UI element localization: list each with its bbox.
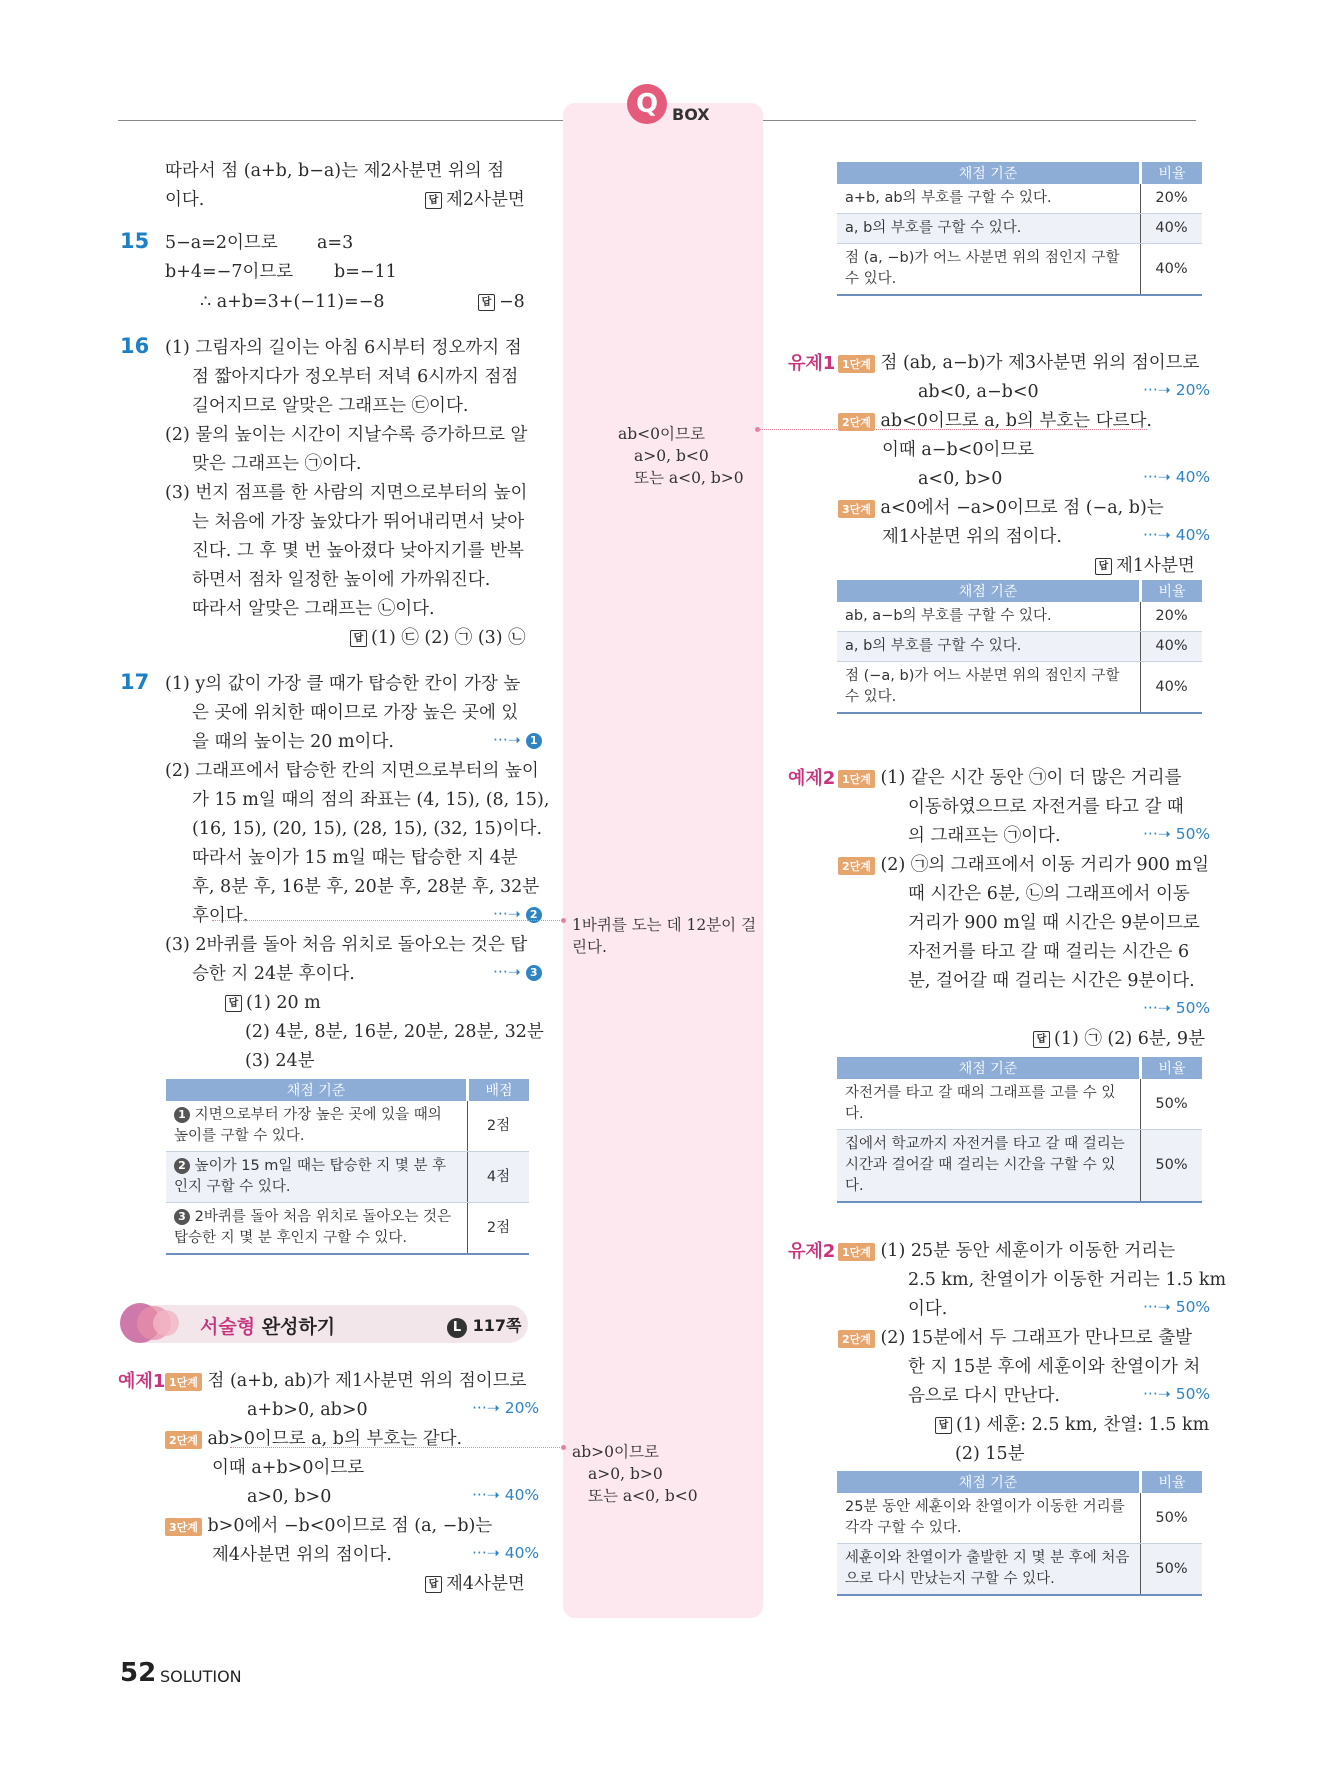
ex1-line-4: 이때 a+b>0이므로 bbox=[212, 1458, 365, 1478]
ex2-line-7: 자전거를 타고 갈 때 걸리는 시간은 6 bbox=[908, 942, 1190, 962]
p15-answer bbox=[478, 288, 525, 317]
table-row: 1 지면으로부터 가장 높은 곳에 있을 때의 높이를 구할 수 있다. 2점 bbox=[166, 1101, 529, 1152]
ex2-line-8: 분, 걸어갈 때 걸리는 시간은 9분이다. bbox=[908, 971, 1195, 991]
arrow-dots-icon: ···➝ bbox=[1143, 468, 1176, 486]
y1-line-3: ab<0이므로 a, b의 부호는 다르다. bbox=[880, 411, 1152, 431]
exercise-1-label: 유제1 bbox=[788, 353, 836, 374]
step-3-tag: 3단계 bbox=[165, 1518, 202, 1536]
problem-17-number: 17 bbox=[120, 670, 150, 694]
ex2-line-2: 이동하였으므로 자전거를 타고 갈 때 bbox=[908, 797, 1184, 817]
intro-line-1: 따라서 점 (a+b, b−a)는 제2사분면 위의 점 bbox=[165, 161, 505, 181]
y1-line-4: 이때 a−b<0이므로 bbox=[882, 440, 1035, 460]
p15-line-3: ∴ a+b=3+(−11)=−8 bbox=[200, 292, 385, 312]
connector-line bbox=[230, 1447, 564, 1448]
page-number: 52 bbox=[120, 1658, 157, 1688]
connector-dot bbox=[755, 427, 760, 432]
scoring-table-17 bbox=[166, 1079, 529, 1255]
intro-line-2: 이다. bbox=[165, 190, 205, 210]
table-row: 자전거를 타고 갈 때의 그래프를 고를 수 있다. 50% bbox=[837, 1079, 1202, 1130]
header-criteria: 채점 기준 bbox=[837, 1471, 1141, 1493]
table-row: a+b, ab의 부호를 구할 수 있다. 20% bbox=[837, 184, 1202, 214]
ex1-line-3: ab>0이므로 a, b의 부호는 같다. bbox=[207, 1429, 463, 1449]
banner-title: 서술형 완성하기 bbox=[200, 1316, 336, 1338]
p17-line: (1) y의 값이 가장 클 때가 탑승한 칸이 가장 높 bbox=[165, 674, 521, 694]
y2-line-4: (2) 15분에서 두 그래프가 만나므로 출발 bbox=[880, 1328, 1193, 1348]
y1-line-2: ab<0, a−b<0 bbox=[918, 382, 1039, 402]
page-ref-icon: L bbox=[447, 1318, 467, 1338]
p16-line: 는 처음에 가장 높았다가 뛰어내리면서 낮아 bbox=[192, 512, 525, 532]
step-2-tag: 2단계 bbox=[165, 1431, 202, 1449]
y2-line-5: 한 지 15분 후에 세훈이와 찬열이가 처 bbox=[908, 1357, 1201, 1377]
p17-line: 가 15 m일 때의 점의 좌표는 (4, 15), (8, 15), bbox=[192, 790, 550, 810]
connector-dot bbox=[561, 1445, 566, 1450]
table-row: 점 (−a, b)가 어느 사분면 위의 점인지 구할 수 있다. 40% bbox=[837, 662, 1202, 714]
scoring-table-ex1 bbox=[837, 162, 1202, 296]
p16-line: (1) 그림자의 길이는 아침 6시부터 정오까지 점 bbox=[165, 338, 522, 358]
scoring-table-ex2 bbox=[837, 1057, 1202, 1203]
answer-box-icon: 답 bbox=[1033, 1031, 1050, 1048]
p17-line: (2) 그래프에서 탑승한 칸의 지면으로부터의 높이 bbox=[165, 761, 539, 781]
table-row: a, b의 부호를 구할 수 있다. 40% bbox=[837, 214, 1202, 244]
p16-line: 하면서 점차 일정한 높이에 가까워진다. bbox=[192, 570, 491, 590]
p17-line: (16, 15), (20, 15), (28, 15), (32, 15)이다. bbox=[192, 819, 543, 839]
header-points: 배점 bbox=[468, 1079, 530, 1101]
answer-box-icon: 답 bbox=[478, 294, 495, 311]
p16-line: 맞은 그래프는 ㉠이다. bbox=[192, 454, 362, 474]
ex1-answer: 답 제4사분면 bbox=[425, 1570, 525, 1599]
p15-line-1b: a=3 bbox=[317, 233, 354, 253]
y2-line-2: 2.5 km, 찬열이가 이동한 거리는 1.5 km bbox=[908, 1270, 1227, 1290]
banner-page-ref: L 117쪽 bbox=[447, 1313, 521, 1338]
header-criteria: 채점 기준 bbox=[837, 580, 1141, 602]
arrow-dots-icon: ···➝ bbox=[1143, 381, 1176, 399]
y2-answer-1: 답 (1) 세훈: 2.5 km, 찬열: 1.5 km bbox=[935, 1411, 1209, 1440]
p17-line: 따라서 높이가 15 m일 때는 탑승한 지 4분 bbox=[192, 848, 518, 868]
header-ratio: 비율 bbox=[1141, 1471, 1203, 1493]
ex1-line-2: a+b>0, ab>0 bbox=[247, 1400, 368, 1420]
answer-box-icon: 답 bbox=[935, 1417, 952, 1434]
table-row: 세훈이와 찬열이가 출발한 지 몇 분 후에 처음으로 다시 만났는지 구할 수 있다. 50% bbox=[837, 1544, 1202, 1596]
y2-percent-2: ···➝ 50% bbox=[1143, 1385, 1211, 1403]
arrow-dots-icon: ···➝ bbox=[1143, 825, 1176, 843]
step-1-tag: 1단계 bbox=[838, 770, 875, 788]
qbox-note-1: ab<0이므로 a>0, b<0 또는 a<0, b>0 bbox=[618, 425, 744, 487]
p17-line: 후, 8분 후, 16분 후, 20분 후, 28분 후, 32분 bbox=[192, 877, 540, 897]
qbox-column bbox=[563, 103, 763, 1618]
table-row: 25분 동안 세훈이와 찬열이가 이동한 거리를 각각 구할 수 있다. 50% bbox=[837, 1493, 1202, 1544]
ex1-line-1: 점 (a+b, ab)가 제1사분면 위의 점이므로 bbox=[207, 1371, 527, 1391]
y2-answer-2: (2) 15분 bbox=[955, 1444, 1025, 1464]
answer-text: (1) ㉢ (2) ㉠ (3) ㉡ bbox=[371, 628, 526, 648]
p16-line: 따라서 알맞은 그래프는 ㉡이다. bbox=[192, 599, 435, 619]
table-row: 2 높이가 15 m일 때는 탑승한 지 몇 분 후인지 구할 수 있다. 4점 bbox=[166, 1152, 529, 1203]
header-criteria: 채점 기준 bbox=[166, 1079, 468, 1101]
top-rule-right bbox=[763, 120, 1196, 121]
p15-line-2a: b+4=−7이므로 bbox=[165, 262, 294, 282]
y1-line-6: a<0에서 −a>0이므로 점 (−a, b)는 bbox=[880, 498, 1164, 518]
table-row: a, b의 부호를 구할 수 있다. 40% bbox=[837, 632, 1202, 662]
header-criteria: 채점 기준 bbox=[837, 1057, 1141, 1079]
mark-2: ···➝ 2 bbox=[493, 905, 542, 923]
y2-line-1: (1) 25분 동안 세훈이가 이동한 거리는 bbox=[880, 1241, 1176, 1261]
step-2-tag: 2단계 bbox=[838, 1330, 875, 1348]
table-row: 집에서 학교까지 자전거를 타고 갈 때 걸리는 시간과 걸어갈 때 걸리는 시간을 구할 수 있다. 50% bbox=[837, 1130, 1202, 1203]
p16-answer bbox=[350, 624, 526, 653]
p17-line: 후이다. bbox=[192, 906, 249, 926]
y2-line-6: 음으로 다시 만난다. bbox=[908, 1386, 1060, 1406]
p16-line: (3) 번지 점프를 한 사람의 지면으로부터의 높이 bbox=[165, 483, 528, 503]
answer-box-icon: 답 bbox=[425, 192, 442, 209]
qbox-label: BOX bbox=[672, 105, 710, 124]
banner-circles-icon bbox=[118, 1300, 188, 1346]
arrow-dots-icon: ···➝ bbox=[472, 1486, 505, 1504]
arrow-dots-icon: ···➝ bbox=[493, 731, 526, 749]
step-2-tag: 2단계 bbox=[838, 413, 875, 431]
ex1-percent-2: ···➝ 40% bbox=[472, 1486, 540, 1504]
p16-line: (2) 물의 높이는 시간이 지날수록 증가하므로 알 bbox=[165, 425, 528, 445]
arrow-dots-icon: ···➝ bbox=[1143, 999, 1176, 1017]
answer-text: −8 bbox=[499, 292, 525, 312]
connector-dot bbox=[561, 918, 566, 923]
y2-percent-1: ···➝ 50% bbox=[1143, 1298, 1211, 1316]
table-row: 3 2바퀴를 돌아 처음 위치로 돌아오는 것은 탑승한 지 몇 분 후인지 구할 수 있다. 2점 bbox=[166, 1203, 529, 1255]
step-3-tag: 3단계 bbox=[838, 500, 875, 518]
connector-line bbox=[212, 920, 564, 921]
y1-line-1: 점 (ab, a−b)가 제3사분면 위의 점이므로 bbox=[880, 353, 1200, 373]
ex2-percent-2: ···➝ 50% bbox=[1143, 999, 1211, 1017]
step-1-tag: 1단계 bbox=[838, 355, 875, 373]
p16-line: 점 짧아지다가 정오부터 저녁 6시까지 점점 bbox=[192, 367, 519, 387]
y2-line-3: 이다. bbox=[908, 1299, 948, 1319]
step-2-tag: 2단계 bbox=[838, 857, 875, 875]
qbox-note-3: ab>0이므로 a>0, b>0 또는 a<0, b<0 bbox=[572, 1443, 698, 1505]
header-criteria: 채점 기준 bbox=[837, 162, 1141, 184]
p16-line: 길어지므로 알맞은 그래프는 ㉢이다. bbox=[192, 396, 469, 416]
arrow-dots-icon: ···➝ bbox=[1143, 1298, 1176, 1316]
top-rule-left bbox=[118, 120, 563, 121]
ex1-line-5: a>0, b>0 bbox=[247, 1487, 332, 1507]
p15-line-1a: 5−a=2이므로 bbox=[165, 233, 278, 253]
qbox-note-2: 1바퀴를 도는 데 12분이 걸 린다. bbox=[572, 916, 757, 956]
y1-line-7: 제1사분면 위의 점이다. bbox=[882, 527, 1062, 547]
ex1-line-7: 제4사분면 위의 점이다. bbox=[212, 1545, 392, 1565]
exercise-2-label: 유제2 bbox=[788, 1241, 836, 1262]
ex2-line-5: 때 시간은 6분, ㉡의 그래프에서 이동 bbox=[908, 884, 1190, 904]
header-ratio: 비율 bbox=[1141, 1057, 1203, 1079]
step-1-tag: 1단계 bbox=[165, 1373, 202, 1391]
ex2-percent-1: ···➝ 50% bbox=[1143, 825, 1211, 843]
problem-16-number: 16 bbox=[120, 334, 150, 358]
answer-text: (1) 20 m bbox=[246, 993, 321, 1013]
qbox-logo-icon: Q bbox=[627, 84, 667, 124]
p16-line: 진다. 그 후 몇 번 높아졌다 낮아지기를 반복 bbox=[192, 541, 524, 561]
arrow-dots-icon: ···➝ bbox=[493, 963, 526, 981]
p17-answer-2: (2) 4분, 8분, 16분, 20분, 28분, 32분 bbox=[245, 1022, 544, 1042]
p17-line: 을 때의 높이는 20 m이다. bbox=[192, 732, 394, 752]
p17-answer-1 bbox=[225, 989, 321, 1018]
table-row: 점 (a, −b)가 어느 사분면 위의 점인지 구할 수 있다. 40% bbox=[837, 244, 1202, 296]
example-1-label: 예제1 bbox=[118, 1371, 166, 1392]
answer-box-icon: 답 bbox=[425, 1576, 442, 1593]
scoring-table-y2 bbox=[837, 1471, 1202, 1596]
page-section-label: SOLUTION bbox=[160, 1667, 242, 1686]
problem-15-number: 15 bbox=[120, 229, 150, 253]
y1-answer: 답 제1사분면 bbox=[1095, 552, 1195, 581]
ex1-percent-3: ···➝ 40% bbox=[472, 1544, 540, 1562]
scoring-table-y1 bbox=[837, 580, 1202, 714]
answer-box-icon: 답 bbox=[225, 995, 242, 1012]
p17-line: (3) 2바퀴를 돌아 처음 위치로 돌아오는 것은 탑 bbox=[165, 935, 528, 955]
arrow-dots-icon: ···➝ bbox=[493, 905, 526, 923]
y1-percent-1: ···➝ 20% bbox=[1143, 381, 1211, 399]
p17-line: 승한 지 24분 후이다. bbox=[192, 964, 355, 984]
ex2-line-6: 거리가 900 m일 때 시간은 9분이므로 bbox=[908, 913, 1200, 933]
p17-answer-3: (3) 24분 bbox=[245, 1051, 315, 1071]
answer-box-icon: 답 bbox=[350, 630, 367, 647]
mark-3: ···➝ 3 bbox=[493, 963, 542, 981]
ex2-line-4: (2) ㉠의 그래프에서 이동 거리가 900 m일 bbox=[880, 855, 1210, 875]
mark-1: ···➝ 1 bbox=[493, 731, 542, 749]
arrow-dots-icon: ···➝ bbox=[1143, 1385, 1176, 1403]
y1-line-5: a<0, b>0 bbox=[918, 469, 1003, 489]
ex1-line-6: b>0에서 −b<0이므로 점 (a, −b)는 bbox=[207, 1516, 493, 1536]
answer-text: 제2사분면 bbox=[446, 190, 525, 210]
arrow-dots-icon: ···➝ bbox=[472, 1544, 505, 1562]
ex2-line-1: (1) 같은 시간 동안 ㉠이 더 많은 거리를 bbox=[880, 768, 1182, 788]
p17-line: 은 곳에 위치한 때이므로 가장 높은 곳에 있 bbox=[192, 703, 519, 723]
example-2-label: 예제2 bbox=[788, 768, 836, 789]
arrow-dots-icon: ···➝ bbox=[1143, 526, 1176, 544]
arrow-dots-icon: ···➝ bbox=[472, 1399, 505, 1417]
y1-percent-2: ···➝ 40% bbox=[1143, 468, 1211, 486]
section-banner bbox=[120, 1305, 528, 1343]
ex2-line-3: 의 그래프는 ㉠이다. bbox=[908, 826, 1061, 846]
ex1-percent-1: ···➝ 20% bbox=[472, 1399, 540, 1417]
answer-box-icon: 답 bbox=[1095, 558, 1112, 575]
header-ratio: 비율 bbox=[1141, 162, 1203, 184]
y1-percent-3: ···➝ 40% bbox=[1143, 526, 1211, 544]
intro-answer bbox=[425, 186, 525, 215]
table-row: ab, a−b의 부호를 구할 수 있다. 20% bbox=[837, 602, 1202, 632]
header-ratio: 비율 bbox=[1141, 580, 1203, 602]
p15-line-2b: b=−11 bbox=[334, 262, 397, 282]
ex2-answer: 답 (1) ㉠ (2) 6분, 9분 bbox=[1033, 1025, 1205, 1054]
step-1-tag: 1단계 bbox=[838, 1243, 875, 1261]
